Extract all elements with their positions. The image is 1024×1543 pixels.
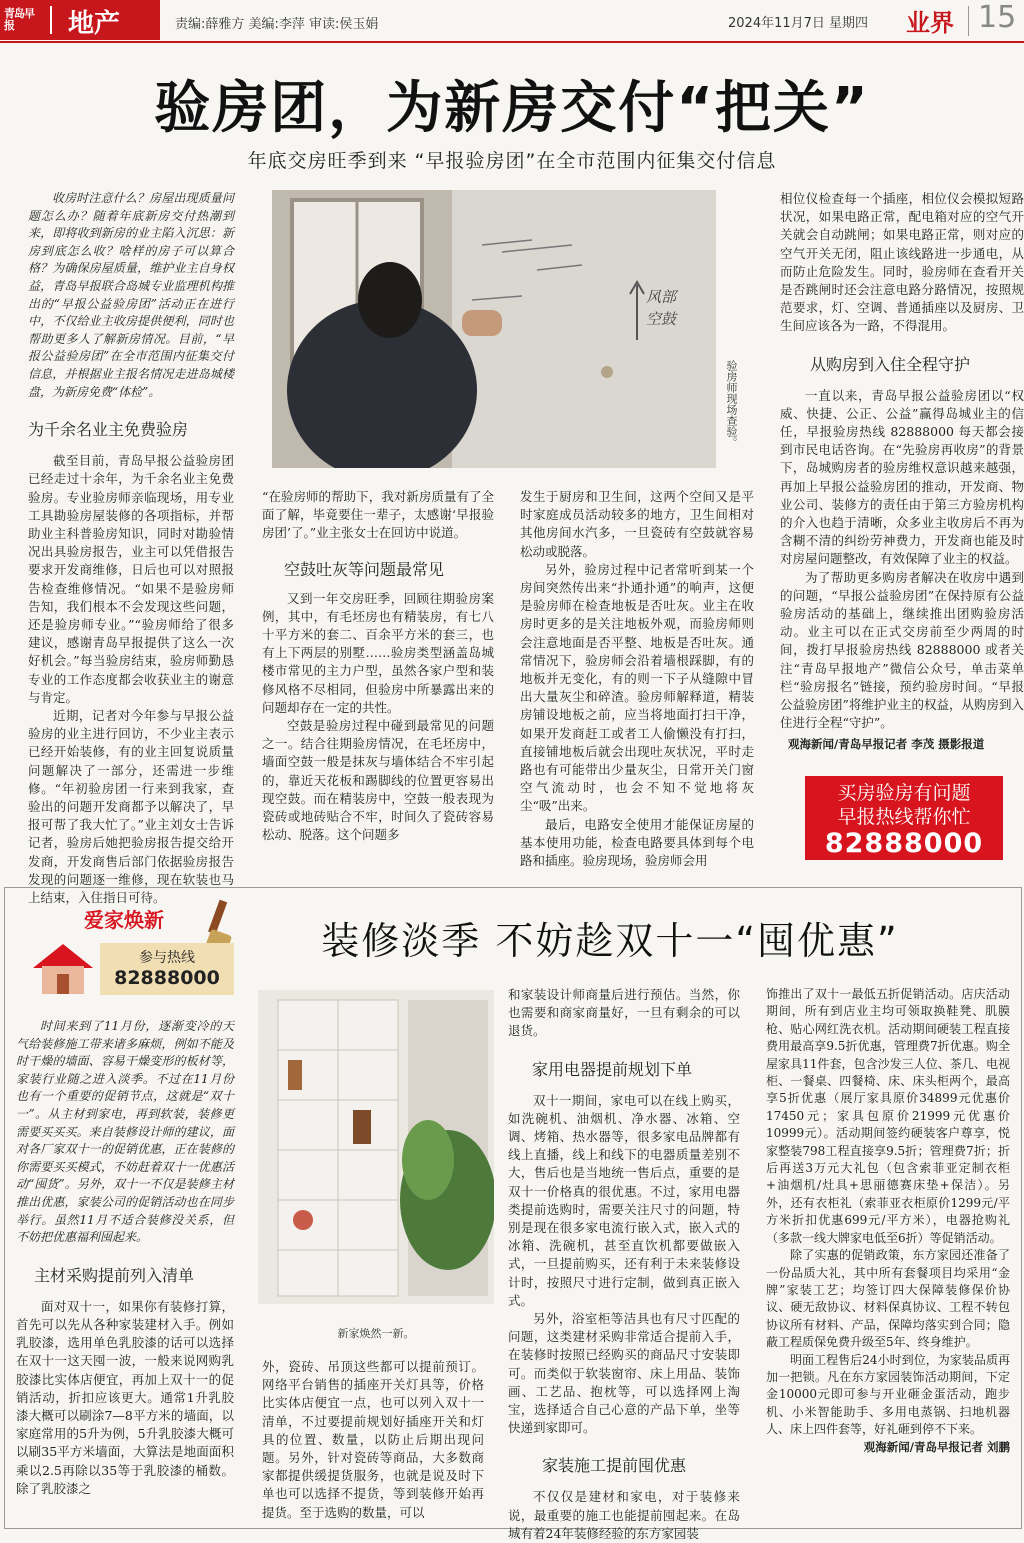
lead-paragraph: 时间来到了11月份，逐渐变冷的天气给装修施工带来诸多麻烦，例如不能及时干燥的墙面、容易干燥变形的板材等，家装行业随之进入淡季。不过在11月份也有一个重要的促销节点，这就是“双十一”。从主材到家电，再到软装，装修更需要买买买。来自装修设计师的建议，面对各厂家双十一的促销优惠，正在装修的你需要买买模式，不妨赶着双十一优惠活动“囤货”。另外，双十一不仅是装修主材推出优惠，家装公司的促销活动也在同步举行。虽然11月不适合装修没关系，但不妨把优惠福利囤起来。	[16, 1019, 234, 1245]
paragraph: 饰推出了双十一最低五折促销活动。店庆活动期间，所有到店业主均可领取换鞋凳、肌膜枪、贴心网红洗衣机。活动期间硬装工程直接费用最高享9.5折优惠，管理费7折优惠。购全屋家具11件套，包含沙发三人位、茶几、电视柜、一餐桌、四餐椅、床、床头柜两个，最高享5折优惠（展厅家具原价34899元优惠价17450元；家具包原价21999元优惠价10999元）。活动期间签约硬装客户尊享，悦家整装798工程直接享9.5折；管理费7折；折后再送3万元大礼包（包含索菲亚定制衣柜+油烟机/灶具+思丽德赛床垫+保洁）。另外，还有衣柜礼（索菲亚衣柜原价1299元/平方米折扣优惠699元/平方米），电器抢购礼（多款一线大牌家电低至6折）等促销活动。	[766, 987, 1010, 1245]
byline: 观海新闻/青岛早报记者 李茂 摄影报道	[788, 737, 985, 752]
column-divider	[968, 6, 969, 36]
paragraph: 近期，记者对今年参与早报公益验房的业主进行回访，不少业主表示已经开始装修，有的业主回复说质量问题解决了一部分，还需进一步维修。“年初验房团一行来到我家，查验出的问题开发商都予以解决了，早报可帮了我大忙了。”业主刘女士告诉记者，验房后她把验房报告提交给开发商，开发商售后部门依据验房报告发现的问题逐一维修，现在软装也马上结束，入住指日可待。	[28, 707, 234, 905]
header-rule	[0, 41, 1024, 43]
inspection-photo	[272, 190, 716, 468]
ad-line-1: 买房验房有问题	[837, 782, 971, 804]
photo-handwritten-note: 风部空鼓	[646, 288, 677, 328]
section-heading: 主材采购提前列入清单	[34, 1265, 195, 1285]
brand-label: 爱家焕新	[84, 908, 164, 932]
living-room-photo	[258, 990, 494, 1304]
house-icon	[28, 940, 98, 996]
section-heading: 为千余名业主免费验房	[28, 420, 189, 440]
column-name: 业界	[906, 8, 954, 37]
section-heading: 空鼓吐灰等问题最常见	[284, 559, 445, 579]
paragraph: 又到一年交房旺季，回顾往期验房案例，其中，有毛坯房也有精装房，有七八十平方米的套二、百余平方米的套三，也有上下两层的别墅……验房类型涵盖岛城楼市常见的主力户型，虽然各家户型和装修风格不尽相同，但验房中所暴露出来的问题却存在一定的共性。	[262, 590, 494, 715]
paragraph: 为了帮助更多购房者解决在收房中遇到的问题，“早报公益验房团”在保持原有公益验房活动的基础上，继续推出团购验房活动。业主可以在正式交房前至少两周的时间，拨打早报验房热线 82888000 或者关注“青岛早报地产”微信公众号，单击菜单栏“验房报名”链接，预约验房时间。“早报公益验房团”将维护业主的权益，从购房到入住进行全程“守护”。	[780, 569, 1024, 731]
page-number: 15	[978, 0, 1017, 35]
subheadline-1: 年底交房旺季到来 “早报验房团”在全市范围内征集交付信息	[247, 150, 777, 172]
paragraph: 发生于厨房和卫生间，这两个空间又是平时家庭成员活动较多的地方，卫生间相对其他房间水汽多，一旦瓷砖有空鼓就容易松动或脱落。	[520, 489, 754, 559]
photo-illustration	[258, 990, 494, 1304]
paragraph: 外，瓷砖、吊顶这些都可以提前预订。网络平台销售的插座开关灯具等，价格比实体店便宜一点，也可以列入双十一清单，不过要提前规划好插座开关和灯具的位置、数量，以防止后期出现问题。另外，针对瓷砖等商品，大多数商家都提供缓提货服务，也就是说及时下单也可以选择不提货，等到装修开始再提货。至于选购的数量，可以	[262, 1359, 484, 1520]
logo: 青岛早报	[4, 7, 34, 32]
paragraph: 截至目前，青岛早报公益验房团已经走过十余年，为千余名业主免费验房。专业验房师亲临现场，用专业工具勘验房屋装修的各项指标，并帮助业主科普验房知识，同时对勘验情况出具验房报告，业主可以凭借报告要求开发商维修，日后也可以对照报告检查维修情况。“如果不是验房师告知，我们根本不会发现这些问题，还是验房师专业。”“验房师给了很多建议，感谢青岛早报提供了这么一次好机会。”每当验房结束，验房师勤恳专业的工作态度都会收获业主的谢意与肯定。	[28, 453, 234, 705]
paragraph: 空鼓是验房过程中碰到最常见的问题之一。结合往期验房情况，在毛坯房中，墙面空鼓一般是抹灰与墙体结合不牢引起的，靠近天花板和踢脚线的位置更容易出现空鼓。而在精装房中，空鼓一般表现为瓷砖或地砖贴合不牢，时间久了瓷砖容易松动、脱落。这个问题多	[262, 718, 494, 843]
paragraph: 明面工程售后24小时到位，为家装品质再加一把锁。凡在东方家园装饰活动期间，下定金10000元即可参与开业砸金蛋活动，跑步机、小米智能助手、多用电蒸锅、扫地机器人、床上四件套等，好礼砸到停不下来。	[766, 1352, 1010, 1437]
paragraph: 另外，验房过程中记者常听到某一个房间突然传出来“扑通扑通”的响声，这便是验房师在检查地板是否吐灰。业主在收房时更多的是关注地板外观，而验房师则会注意地面是否平整、地板是否吐灰。通常情况下，验房师会沿着墙根踩脚，有的地板并无变化，有的则一下子从缝隙中冒出大量灰尘和碎渣。验房师解释道，精装房铺设地板之前，应当将地面打扫干净，如果开发商赶工或者工人偷懒没有打扫，直接铺地板后就会出现吐灰状况，平时走路也有可能带出少量灰尘，日常开关门窗空气流动时，也会不知不觉地将灰尘“吸”出来。	[520, 561, 754, 814]
column-3	[520, 488, 754, 870]
paragraph: 和家装设计师商量后进行预估。当然，你也需要和商家商量好，一旦有剩余的可以退货。	[508, 987, 740, 1039]
section-heading: 家装施工提前囤优惠	[542, 1456, 687, 1476]
lead-paragraph: 收房时注意什么？房屋出现质量问题怎么办？随着年底新房交付热潮到来，即将收到新房的业主陷入沉思：新房到底怎么收？啥样的房子可以算合格？为确保房屋质量，维护业主自身权益，青岛早报联合岛城专业监理机构推出的“早报公益验房团”活动正在进行中，不仅给业主收房提供便利，同时也帮助更多人了解新房情况。目前，“早报公益验房团”在全市范围内征集交付信息，并根据业主报名情况走进岛城楼盘，为新房免费“体检”。	[28, 191, 234, 399]
paragraph: “在验房师的帮助下，我对新房质量有了全面了解，毕竟要住一辈子，太感谢‘早报验房团’了。”业主张女士在回访中说道。	[262, 489, 494, 541]
paragraph: 相位仪检查每一个插座，相位仪会模拟短路状况，如果电路正常，配电箱对应的空气开关就会自动跳闸；如果电路正常，则对应的空气开关无闭，阻止该线路进一步通电，从而防止危险发生。同时，验房师在查看开关是否跳闸时还会注意电路分路情况，按照规范要求，灯、空调、普通插座以及厨房、卫生间应该各为一路，不得混用。	[780, 191, 1024, 334]
byline: 观海新闻/青岛早报记者 刘鹏	[863, 1439, 1010, 1454]
paragraph: 双十一期间，家电可以在线上购买，如洗碗机、油烟机、净水器、冰箱、空调、烤箱、热水器等，很多家电品牌都有线上直播，线上和线下的电器质量差别不大，售后也是当地统一售后点，重要的是双十一价格真的很优惠。不过，家用电器类提前选购时，需要关注尺寸的问题，特别是现在很多家电流行嵌入式，嵌入式的冰箱、洗碗机，甚至直饮机都要做嵌入式，一旦提前购买，还有利于未来装修设计时，按照尺寸进行定制，做到真正嵌入式。	[508, 1092, 740, 1308]
ad-phone: 82888000	[824, 828, 984, 859]
headline-1: 验房团，为新房交付“把关”	[154, 76, 870, 141]
paragraph: 另外，浴室柜等洁具也有尺寸匹配的问题，这类建材采购非常适合提前入手，在装修时按照已经购买的商品尺寸安装即可。而类似于软装窗帘、床上用品、装饰画、工艺品、抱枕等，可以选择网上淘宝，选择适合自己心意的产品下单，坐等快递到家即可。	[508, 1311, 740, 1436]
column-c	[508, 986, 740, 1543]
photo-caption: 新家焕然一新。	[337, 1327, 415, 1340]
issue-date: 2024年11月7日 星期四	[728, 16, 869, 31]
paragraph: 不仅仅是建材和家电，对于装修来说，最重要的施工也能提前囤起来。在岛城有着24年装修经验的东方家园装	[508, 1489, 740, 1541]
ad-line-2: 早报热线帮你忙	[837, 806, 971, 828]
column-a	[16, 1018, 234, 1498]
editors-line: 责编:薛雅方 美编:李萍 审读:侯玉娟	[175, 17, 379, 32]
photo-caption: 验房师现场查验。	[725, 360, 738, 448]
headline-2: 装修淡季 不妨趁双十一“囤优惠”	[321, 919, 899, 963]
paragraph: 除了实惠的促销政策，东方家园还准备了一份品质大礼，其中所有套餐项目均采用“金牌”家装工艺；均签订四大保障装修保价协议、硬无敌协议、材料保真协议、工程不转包协议所有材料、产品，保障均落实到合同；隐蔽工程质保免费升级至5年、终身维护。	[766, 1248, 1010, 1350]
column-b	[262, 1358, 484, 1522]
column-d	[766, 986, 1010, 1455]
section-divider	[50, 6, 52, 34]
section-name: 地产	[68, 9, 121, 39]
hotline-box	[100, 943, 234, 995]
section-heading: 家用电器提前规划下单	[532, 1059, 693, 1079]
paragraph: 一直以来，青岛早报公益验房团以“权威、快捷、公正、公益”赢得岛城业主的信任，早报验房热线 82888000 每天都会接到市民电话咨询。在“先验房再收房”的背景下，岛城购房者的验房维权意识越来越强，再加上早报公益验房团的推动，开发商、物业公司、装修方的责任由于第三方验房机构的介入也趋于清晰，众多业主收房后不再为含糊不清的纠纷劳神费力，开发商也能及时对房屋问题整改，有效保障了业主的权益。	[780, 387, 1024, 567]
hotline-number: 82888000	[114, 967, 220, 989]
hotline-ad	[805, 776, 1003, 860]
section-heading: 从购房到入住全程守护	[810, 354, 971, 374]
masthead-logo-box	[0, 0, 160, 40]
column-2	[262, 488, 494, 844]
column-4	[780, 190, 1024, 752]
paragraph: 面对双十一，如果你有装修打算，首先可以先从各种家装建材入手。例如乳胶漆，选用单色乳胶漆的话可以选择在双十一这天囤一波，一般来说网购乳胶漆比实体店便宜，再加上双十一的促销活动，折扣应该更大。通常1升乳胶漆大概可以刷涂7—8平方米的墙面，以家庭常用的5升为例，5升乳胶漆大概可以刷35平方米墙面，大算法是地面面积乘以2.5再除以35等于乳胶漆的桶数。除了乳胶漆之	[16, 1298, 234, 1496]
paragraph: 最后，电路安全使用才能保证房屋的基本使用功能，检查电路要具体到每个电路和插座。验房现场，验房师会用	[520, 816, 754, 869]
hotline-label: 参与热线	[139, 950, 195, 966]
column-1	[28, 190, 234, 907]
